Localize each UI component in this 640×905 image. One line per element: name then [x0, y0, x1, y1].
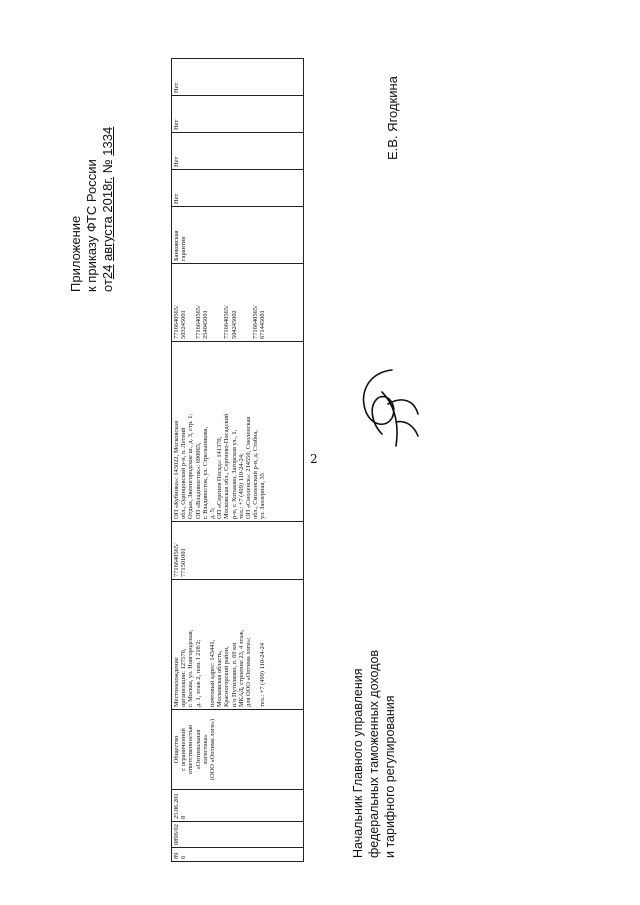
registry-table: [171, 58, 304, 862]
cell-num: 896: [172, 848, 304, 862]
cell-branches: ОП «Кубинка»: 143022, Московская обл., Одинцовский р-н, п. Летний Отдых, Звенигородское ш., д. 3, стр. 1; ОП «Владивосток»: 690065, г. Владивосток, ул. Стрельникова, д. 5; ОП «Сергиев Посад»: 141370, Московская обл., Сергиево-Посадский р-н, г. Хотьково, Загорская ул., 1, тел.: +7 (499) 110-24-24; ОП «Смоленск»: 214550, Смоленская обл., Смоленский р-н, д. Стабна, ул. Заозерная, 35: [172, 342, 304, 522]
cell-c1: Нет: [172, 170, 304, 207]
cell-c2: Нет: [172, 133, 304, 170]
appendix-number-sign: №: [100, 159, 115, 174]
cell-c4: Нет: [172, 59, 304, 96]
appendix-date-line: [100, 52, 116, 292]
footer-line-3: и тарифного регулирования: [383, 695, 397, 858]
appendix-title: Приложение: [68, 215, 83, 292]
table-row: [172, 59, 304, 862]
cell-org-name: Общество с ограниченной ответственностью «Оптимальная логистика» (ООО «Оптима логи»): [172, 710, 304, 790]
registry-table-wrapper: [171, 58, 304, 862]
appendix-order: к приказу ФТС России: [84, 159, 99, 292]
cell-date: 25.06.2018: [172, 790, 304, 822]
cell-branch-inn-kpp: 7716640565/ 503245001 7716640565/ 254045001 7716640565/ 504245002 7716640565/ 671445001: [172, 264, 304, 342]
cell-c3: Нет: [172, 96, 304, 133]
appendix-day: 24: [100, 264, 115, 280]
appendix-from: от: [100, 279, 115, 292]
footer-line-1: Начальник Главного управления: [351, 668, 365, 858]
cell-address: Местонахождение организации: 127576, г. Москва, ул. Новгородская, д. 1, этаж 2, пом. I 218/2; почтовый адрес: 143441, Московская область, Красногорский район, п/о Путилково, п. 69 км МКАД, строение 23, 4 этаж, для ООО «Оптима логи»; тел.: +7 (499) 110-24-24: [172, 580, 304, 710]
cell-inn-kpp: 7716640565/ 771501001: [172, 522, 304, 580]
signer-name: Е.В. Ягодкина: [385, 76, 400, 160]
page-number: 2: [310, 452, 318, 466]
footer-line-2: федеральных таможенных доходов: [367, 649, 381, 858]
appendix-header: [68, 52, 116, 292]
appendix-number: 1334: [100, 126, 115, 156]
footer-title: [350, 98, 398, 858]
appendix-month-year: августа 2018г.: [100, 176, 115, 261]
cell-reg-number: 0896/02: [172, 822, 304, 848]
cell-guarantee: Банковская гарантия: [172, 207, 304, 264]
